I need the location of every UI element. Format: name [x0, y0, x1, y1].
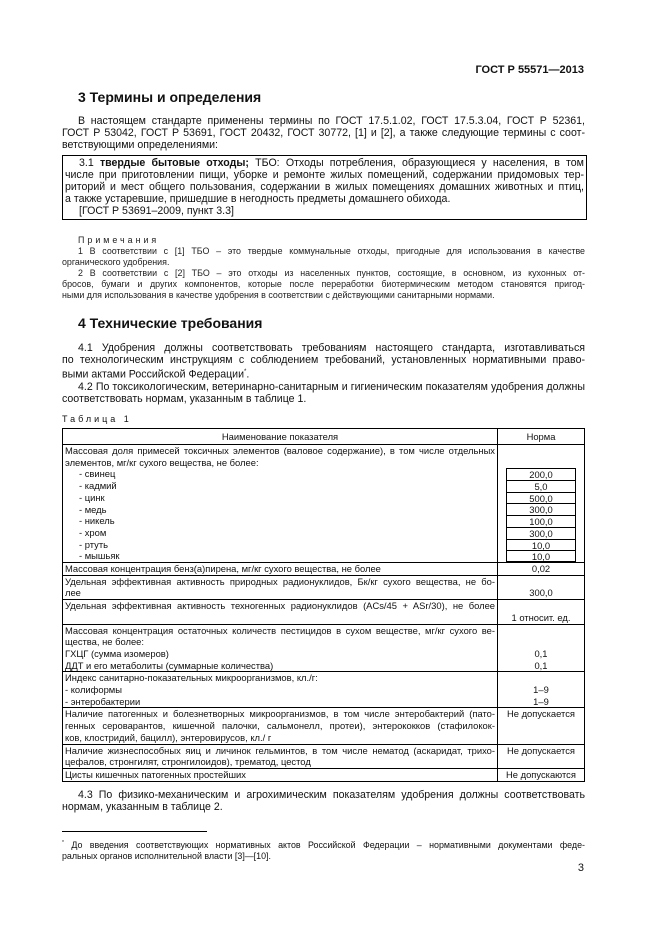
notes	[62, 235, 585, 301]
text-line: а также устаревшие, пришедшие в негодность предметы домашнего обихода.	[65, 193, 451, 205]
term-source: [ГОСТ Р 53691–2009, пункт 3.3]	[79, 205, 234, 217]
text-line	[62, 838, 585, 851]
indicator-cell	[63, 600, 498, 624]
cell-line: Массовая концентрация бенз(а)пирена, мг/кг сухого вещества, не более	[65, 563, 381, 575]
norm-cell	[498, 708, 585, 744]
norm-value: 0,1	[534, 647, 548, 659]
note-line: 2 В соответствии с [2] ТБО – это отходы из населенных пунктов, состоящие, в основном, из кухонных от-	[78, 268, 585, 278]
text-span: выми актами Российской Федерации	[62, 368, 244, 381]
paragraph-4-3	[62, 789, 585, 813]
footnote-divider	[62, 831, 207, 832]
cell-line: ДДТ и его метаболиты (суммарные количества)	[65, 659, 274, 671]
norm-value	[500, 756, 582, 768]
table-row	[63, 563, 585, 576]
norm-value	[500, 636, 582, 648]
table-row	[63, 708, 585, 744]
norm-value: 100,0	[506, 515, 576, 527]
indicator-cell	[63, 575, 498, 599]
text-line	[62, 366, 585, 381]
norm-cell	[498, 624, 585, 672]
norm-value: 0,1	[534, 659, 548, 671]
cell-line: - никель	[79, 515, 115, 527]
table-row	[63, 768, 585, 781]
indicator-cell	[63, 744, 498, 768]
footnote-ref[interactable]: *	[244, 369, 247, 375]
notes-title: Примечания	[78, 235, 160, 245]
text-line: 4.1 Удобрения должны соответствовать требованиям настоящего стандарта, изготавливаться	[78, 342, 585, 354]
cell-line: цефалов, стронгилят, стронгилоидов), трематод, цестод	[65, 756, 311, 768]
table-row	[63, 445, 585, 563]
text-line: 4.3 По физико-механическим и агрохимическим показателям удобрения должны соответствовать	[78, 789, 585, 801]
text-line: ральных органов исполнительной власти [3]—[10].	[62, 850, 271, 861]
note-line: 1 В соответствии с [1] ТБО – это твердые коммунальные отходы, пригодные для использования в качестве	[78, 246, 585, 256]
cell-line: Удельная эффективная активность природных радионуклидов, Бк/кг сухого вещества, не бо-	[65, 575, 495, 587]
text-line: риторий и мест общего пользования, содержании в жилых помещениях домашних животных и птиц,	[65, 181, 584, 193]
norm-value: 1–9	[533, 695, 549, 707]
cell-line: лее	[65, 587, 81, 599]
norm-value: 10,0	[506, 539, 576, 551]
cell-line: Наличие патогенных и болезнетворных микроорганизмов, в том числе энтеробактерий (пато-	[65, 708, 495, 720]
term-number: 3.1	[79, 157, 94, 169]
cell-line: Удельная эффективная активность техногенных радионуклидов (ACs/45 + ASr/30), не более	[65, 600, 495, 612]
norm-value	[500, 600, 582, 612]
text-line: соответствовать нормам, указанным в таблице 1.	[62, 392, 307, 405]
norm-cell	[498, 445, 585, 563]
note-line: бросов, бумаги и других компонентов, которые после переработки биотермическим методом становятся пригод-	[62, 279, 585, 289]
cell-line: ГХЦГ (сумма изомеров)	[65, 647, 169, 659]
cell-line: Индекс санитарно-показательных микроорганизмов, кл./г:	[65, 672, 318, 684]
text-span: До введения соответствующих нормативных актов Российской Федерации – нормативными документами феде-	[71, 839, 585, 850]
text-line: числе при приготовлении пищи, уборке и ремонте жилых помещений, содержании придомовых тер-	[65, 169, 584, 181]
table-row	[63, 672, 585, 708]
term-definition-box	[62, 155, 587, 220]
norm-value	[500, 732, 582, 744]
text-span: .	[246, 368, 250, 381]
cell-line: - хром	[79, 526, 107, 538]
norm-value: 10,0	[506, 550, 576, 562]
norm-cell	[498, 768, 585, 781]
norm-cell	[498, 672, 585, 708]
indicator-cell	[63, 768, 498, 781]
cell-line: - медь	[79, 503, 107, 515]
norm-value: Не допускается	[507, 744, 575, 756]
norm-value	[500, 720, 582, 732]
section-4-title: 4 Технические требования	[78, 315, 263, 331]
cell-line: щества, не более:	[65, 636, 144, 648]
text-line: по технологическим инструкциям с соблюдением требований, установленных нормативными право-	[62, 354, 585, 366]
text-line: нормам, указанным в таблице 2.	[62, 801, 223, 813]
cell-line: ков, клостридий, бацилл), энтеровирусов, кл./ г	[65, 731, 272, 743]
term-text: ТБО: Отходы потребления, образующиеся у населения, в том	[248, 157, 584, 169]
term-name: твердые бытовые отходы;	[99, 157, 249, 169]
text-line: В настоящем стандарте применены термины по ГОСТ 17.5.1.02, ГОСТ 17.5.3.04, ГОСТ Р 52361,	[78, 115, 585, 127]
norm-value	[500, 625, 582, 637]
paragraph-4-1	[62, 342, 585, 405]
cell-line: Массовая концентрация остаточных количеств пестицидов в сухом веществе, мг/кг сухого ве-	[65, 624, 495, 636]
cell-line: - мышьяк	[79, 550, 120, 562]
text-line: 4.2 По токсикологическим, ветеринарно-санитарным и гигиеническим показателям удобрения должны	[78, 380, 585, 393]
table-row	[63, 744, 585, 768]
cell-line: - энтеробактерии	[65, 695, 141, 707]
norm-value	[500, 457, 582, 469]
cell-line: генных сероварантов, кишечной палочки, сальмонелл, протеи), энтерококков (стафилокок-	[65, 720, 495, 732]
footnote	[62, 838, 585, 862]
cell-line: Наличие жизнеспособных яиц и личинок гельминтов, в том числе нематод (аскаридат, трихо-	[65, 744, 495, 756]
cell-line: элементов, мг/кг сухого вещества, не более:	[65, 456, 259, 468]
cell-line	[65, 612, 495, 624]
text-line: ГОСТ Р 53042, ГОСТ Р 53691, ГОСТ 20432, ГОСТ 30772, [1] и [2], а также следующие термины с соот-	[62, 127, 585, 139]
cell-line: - цинк	[79, 491, 105, 503]
table-row	[63, 575, 585, 599]
table-header-row	[63, 429, 585, 445]
document-header: ГОСТ Р 55571—2013	[475, 64, 584, 76]
cell-line: - свинец	[79, 468, 116, 480]
note-line: органического удобрения.	[62, 257, 170, 267]
norm-value: 300,0	[529, 587, 553, 599]
table-row	[63, 624, 585, 672]
norm-value: 5,0	[506, 480, 576, 492]
cell-line: - колиформы	[65, 684, 122, 696]
norm-value: 500,0	[506, 492, 576, 504]
table-1	[62, 428, 585, 782]
indicator-cell	[63, 445, 498, 563]
text-line: ветствующими определениями:	[62, 139, 218, 151]
term-heading	[65, 157, 584, 169]
cell-line: Массовая доля примесей токсичных элементов (валовое содержание), в том числе отдельных	[65, 445, 495, 456]
norm-value	[500, 672, 582, 684]
norm-value: Не допускается	[507, 708, 575, 720]
norm-value: 0,02	[531, 563, 551, 575]
norm-value: 300,0	[506, 503, 576, 515]
indicator-cell	[63, 672, 498, 708]
column-header-norm: Норма	[498, 429, 585, 445]
indicator-cell	[63, 563, 498, 576]
norm-cell	[498, 600, 585, 624]
norm-cell	[498, 575, 585, 599]
table-row	[63, 600, 585, 624]
cell-line: - ртуть	[79, 538, 108, 550]
footnote-mark: *	[62, 840, 64, 846]
norm-cell	[498, 744, 585, 768]
note-line: ными для использования в качестве удобрения в соответствии с действующими санитарными нормами.	[62, 290, 495, 300]
norm-value	[500, 445, 582, 457]
section-3-title: 3 Термины и определения	[78, 89, 262, 105]
section-3-intro	[62, 115, 585, 151]
cell-line: Цисты кишечных патогенных простейших	[65, 768, 246, 780]
norm-value: 1–9	[533, 684, 549, 696]
norm-value	[500, 576, 582, 588]
indicator-cell	[63, 708, 498, 744]
table-caption: Таблица 1	[62, 414, 132, 424]
norm-cell	[498, 563, 585, 576]
indicator-cell	[63, 624, 498, 672]
page-number: 3	[577, 862, 584, 874]
norm-value: Не допускаются	[506, 768, 576, 780]
norm-value: 300,0	[506, 527, 576, 539]
cell-line: - кадмий	[79, 480, 117, 492]
norm-value: 1 относит. ед.	[511, 611, 571, 623]
norm-value: 200,0	[506, 468, 576, 480]
column-header-indicator: Наименование показателя	[63, 429, 498, 445]
